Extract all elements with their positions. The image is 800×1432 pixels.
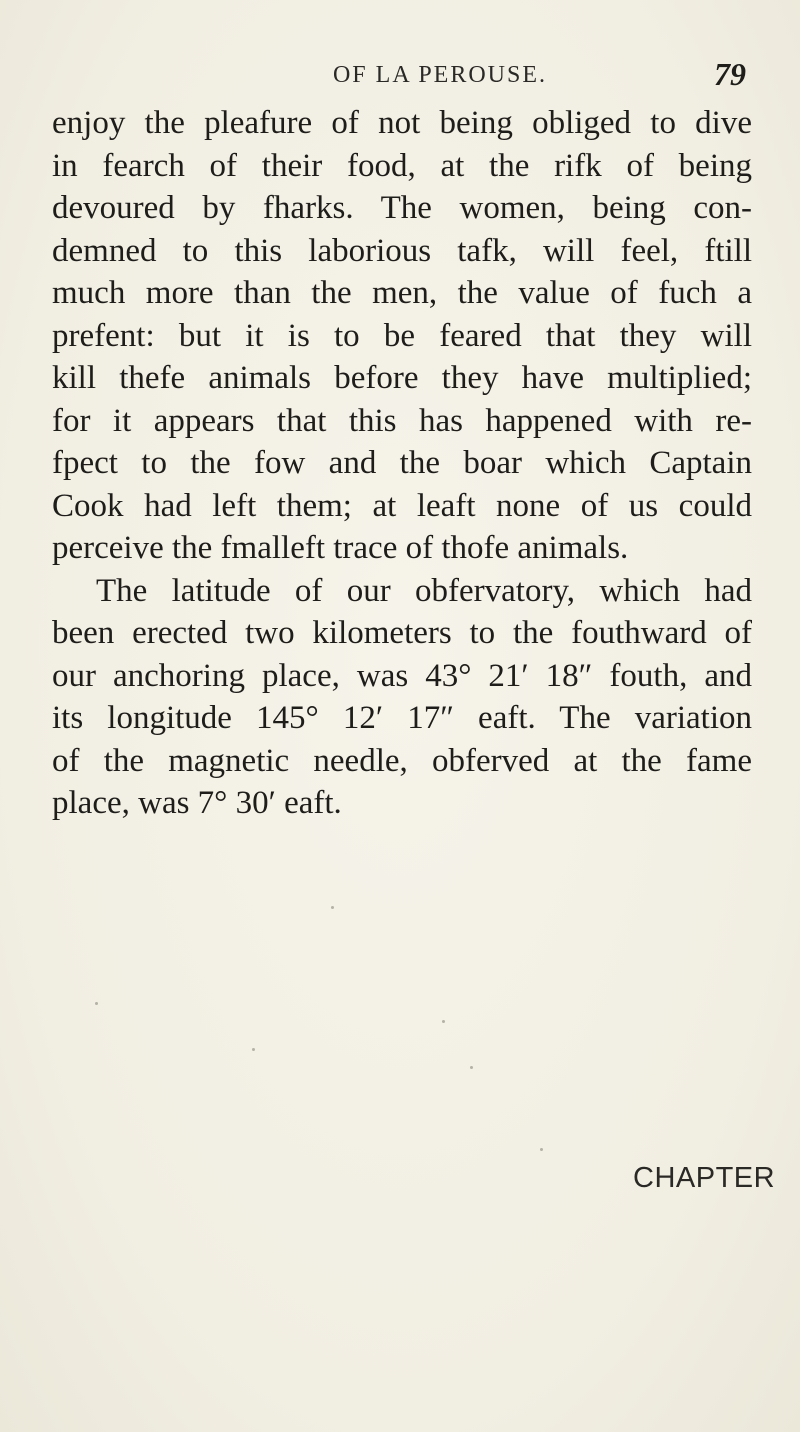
text-line: prefent: but it is to be feared that they will xyxy=(52,317,752,354)
text-line: kill thefe animals before they have multiplied; xyxy=(52,360,752,396)
text-line: devoured by fharks. The women, being con- xyxy=(52,190,752,226)
text-line: much more than the men, the value of fuch a xyxy=(52,275,752,311)
text-line: for it appears that this has happened with re- xyxy=(52,402,752,439)
text-line: Cook had left them; at leaft none of us could xyxy=(52,487,752,524)
text-line: perceive the fmalleft trace of thofe animals. xyxy=(52,530,629,566)
paper-speck xyxy=(252,1048,255,1051)
running-title: OF LA PEROUSE. xyxy=(332,62,548,88)
body-text xyxy=(52,102,752,825)
text-line: demned to this laborious tafk, will feel, ftill xyxy=(52,232,752,269)
text-line: fpect to the fow and the boar which Captain xyxy=(52,445,752,481)
text-line: enjoy the pleafure of not being obliged to dive xyxy=(52,105,752,141)
text-line: our anchoring place, was 43° 21′ 18″ fouth, and xyxy=(52,657,752,694)
text-line: place, was 7° 30′ eaft. xyxy=(52,785,342,821)
paper-speck xyxy=(442,1020,445,1023)
running-head xyxy=(0,56,800,102)
paper-speck xyxy=(470,1066,473,1069)
catchword: CHAPTER xyxy=(633,1162,776,1194)
text-line: been erected two kilometers to the fouthward of xyxy=(52,615,752,651)
paper-speck xyxy=(540,1148,543,1151)
text-line: of the magnetic needle, obferved at the fame xyxy=(52,742,752,779)
text-line: The latitude of our obfervatory, which had xyxy=(96,572,752,609)
paper-speck xyxy=(331,906,334,909)
text-line: in fearch of their food, at the rifk of being xyxy=(52,147,752,184)
text-line: its longitude 145° 12′ 17″ eaft. The variation xyxy=(52,700,752,736)
page-number: 79 xyxy=(714,56,746,92)
paper-speck xyxy=(95,1002,98,1005)
